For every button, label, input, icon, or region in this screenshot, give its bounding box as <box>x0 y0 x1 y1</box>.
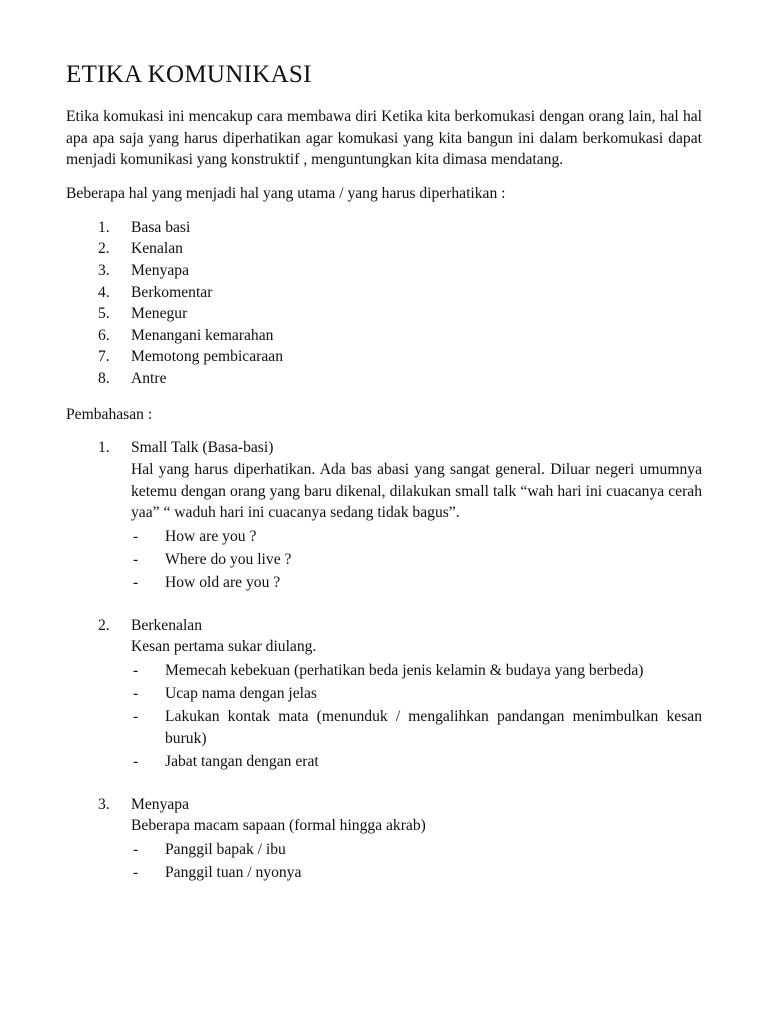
list-number: 4. <box>98 283 110 301</box>
bullet-text: Jabat tangan dengan erat <box>165 752 319 770</box>
bullet-list <box>131 526 702 594</box>
list-item <box>66 346 702 368</box>
bullet-text: Lakukan kontak mata (menunduk / mengalihkan pandangan menimbulkan kesan buruk) <box>165 708 702 747</box>
bullet-text: Panggil bapak / ibu <box>165 840 286 858</box>
list-number: 3. <box>98 262 110 279</box>
list-item <box>66 368 702 390</box>
bullet-item <box>131 751 702 773</box>
list-label: Menegur <box>131 305 188 323</box>
discussion-heading: Pembahasan : <box>66 405 153 423</box>
list-label: Berkomentar <box>131 283 213 301</box>
bullet-item <box>131 839 702 861</box>
section-number: 3. <box>98 795 110 813</box>
bullet-dash: - <box>133 661 139 679</box>
bullet-item <box>131 660 702 682</box>
intro-paragraph: Etika komukasi ini mencakup cara membawa diri Ketika kita berkomukasi dengan orang lain, hal hal apa apa saja yang harus diperhatikan agar komukasi yang kita bangun ini dalam berkomukasi dapat menjadi komunikasi yang konstruktif , menguntungkan kita dimasa mendatang. <box>66 108 702 169</box>
section-description: Kesan pertama sukar diulang. <box>131 638 317 656</box>
section-description: Beberapa macam sapaan (formal hingga akrab) <box>131 817 426 835</box>
bullet-dash: - <box>133 550 139 568</box>
section-menyapa <box>66 794 702 884</box>
section-title: Menyapa <box>131 795 190 813</box>
document-page <box>66 60 702 883</box>
section-berkenalan <box>66 615 702 773</box>
section-title: Berkenalan <box>131 616 203 634</box>
bullet-dash: - <box>133 573 139 591</box>
list-label: Basa basi <box>131 218 191 236</box>
section-description: Hal yang harus diperhatikan. Ada bas abasi yang sangat general. Diluar negeri umumnya ketemu dengan orang yang baru dikenal, dilakukan small talk “wah hari ini cuacanya cerah yaa” “ waduh hari ini cuacanya sedang tidak bagus”. <box>131 460 702 522</box>
bullet-dash: - <box>133 863 139 881</box>
list-number: 2. <box>98 240 110 258</box>
bullet-text: Panggil tuan / nyonya <box>165 863 302 881</box>
section-title: Small Talk (Basa-basi) <box>131 439 274 457</box>
bullet-dash: - <box>133 684 139 702</box>
list-label: Kenalan <box>131 240 183 258</box>
bullet-list <box>131 660 702 773</box>
section-number: 2. <box>98 616 110 634</box>
list-number: 5. <box>98 305 110 323</box>
bullet-dash: - <box>133 840 139 858</box>
list-label: Menangani kemarahan <box>131 326 274 344</box>
list-label: Antre <box>131 369 167 387</box>
bullet-text: How old are you ? <box>165 573 281 591</box>
list-number: 6. <box>98 326 110 344</box>
bullet-item <box>131 706 702 749</box>
topic-list <box>66 217 702 390</box>
bullet-dash: - <box>133 708 139 725</box>
list-item <box>66 260 702 282</box>
section-number: 1. <box>98 439 110 457</box>
bullet-text: How are you ? <box>165 527 257 545</box>
bullet-text: Where do you live ? <box>165 550 292 568</box>
list-label: Memotong pembicaraan <box>131 348 283 366</box>
bullet-item <box>131 526 702 548</box>
list-item <box>66 325 702 347</box>
list-item <box>66 238 702 260</box>
page-title: ETIKA KOMUNIKASI <box>66 61 312 88</box>
list-number: 1. <box>98 218 110 236</box>
section-small-talk <box>66 437 702 593</box>
bullet-item <box>131 862 702 884</box>
list-label: Menyapa <box>131 262 190 279</box>
bullet-dash: - <box>133 752 139 770</box>
list-number: 7. <box>98 348 110 366</box>
bullet-dash: - <box>133 527 139 545</box>
lead-paragraph: Beberapa hal yang menjadi hal yang utama / yang harus diperhatikan : <box>66 185 506 203</box>
list-item <box>66 303 702 325</box>
list-item <box>66 282 702 304</box>
list-item <box>66 217 702 239</box>
bullet-item <box>131 549 702 571</box>
bullet-item <box>131 572 702 594</box>
bullet-text: Memecah kebekuan (perhatikan beda jenis kelamin & budaya yang berbeda) <box>165 661 644 679</box>
bullet-text: Ucap nama dengan jelas <box>165 684 317 702</box>
list-number: 8. <box>98 369 110 387</box>
bullet-item <box>131 683 702 705</box>
bullet-list <box>131 839 702 884</box>
